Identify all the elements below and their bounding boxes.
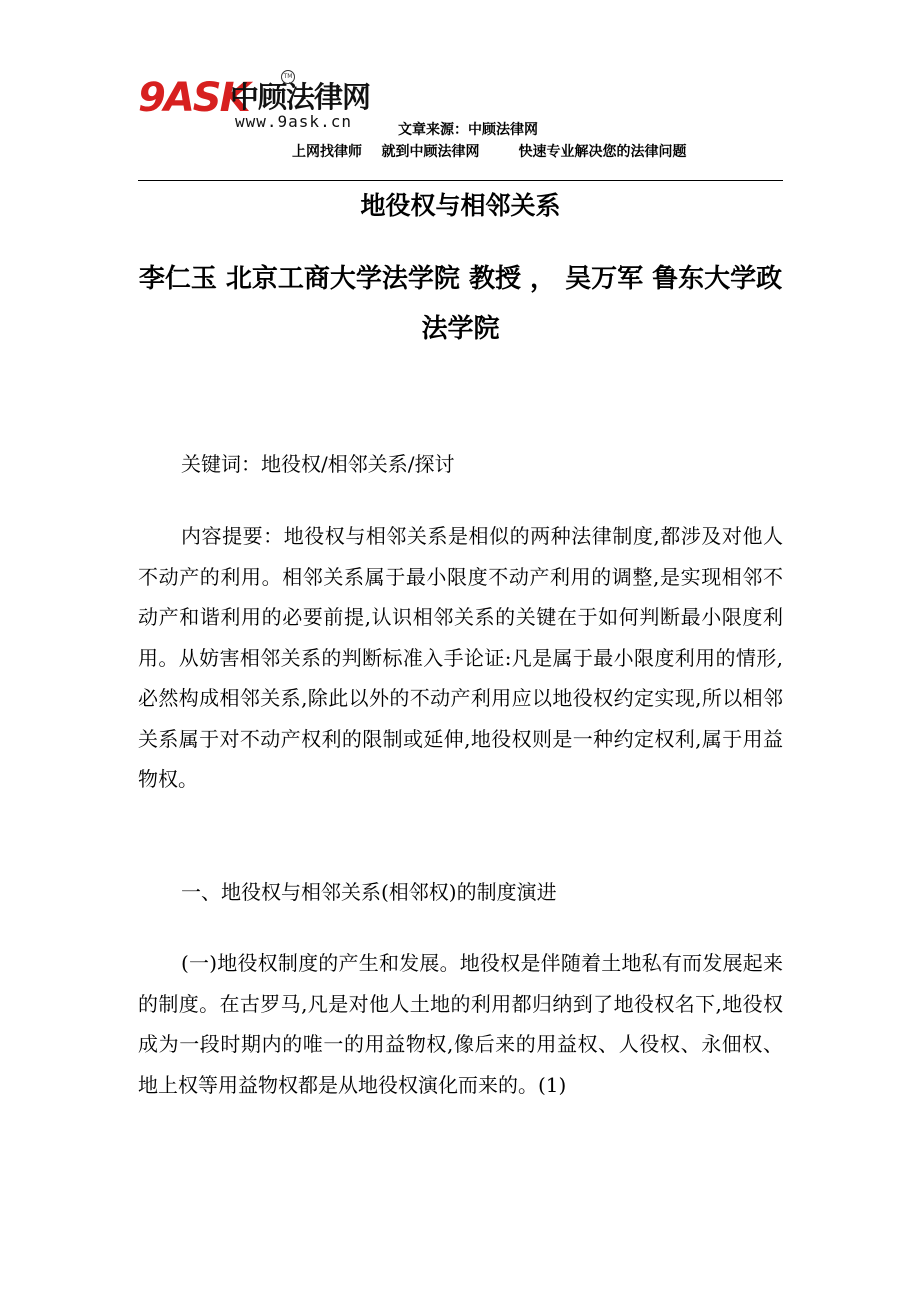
- article-title: 地役权与相邻关系: [360, 191, 561, 220]
- header-divider: [138, 180, 783, 181]
- article-authors: 李仁玉 北京工商大学法学院 教授 ， 吴万军 鲁东大学政法学院: [138, 264, 783, 344]
- logo-url: www.9ask.cn: [235, 112, 352, 131]
- site-logo[interactable]: [138, 70, 378, 132]
- keywords-paragraph: 关键词：地役权/相邻关系/探讨: [181, 452, 455, 476]
- site-slogan: 上网找律师 就到中顾法律网 快速专业解决您的法律问题: [292, 144, 687, 160]
- article-source: 文章来源：中顾法律网: [398, 122, 538, 138]
- trademark-badge: TM: [281, 70, 295, 84]
- logo-site-name: 中顾法律网: [230, 80, 371, 114]
- abstract-paragraph: 内容提要：地役权与相邻关系是相似的两种法律制度,都涉及对他人不动产的利用。相邻关系属于最小限度不动产利用的调整,是实现相邻不动产和谐利用的必要前提,认识相邻关系的关键在于如何判断最小限度利用。从妨害相邻关系的判断标准入手论证:凡是属于最小限度利用的情形,必然构成相邻关系,除此以外的不动产利用应以地役权约定实现,所以相邻关系属于对不动产权利的限制或延伸,地役权则是一种约定权利,属于用益物权。: [138, 524, 783, 791]
- section-heading: 一、地役权与相邻关系(相邻权)的制度演进: [181, 880, 557, 904]
- logo-mark: 9ASK: [138, 75, 249, 121]
- section-paragraph: (一)地役权制度的产生和发展。地役权是伴随着土地私有而发展起来的制度。在古罗马,凡是对他人土地的利用都归纳到了地役权名下,地役权成为一段时期内的唯一的用益物权,像后来的用益权、人役权、永佃权、地上权等用益物权都是从地役权演化而来的。(1): [138, 951, 783, 1097]
